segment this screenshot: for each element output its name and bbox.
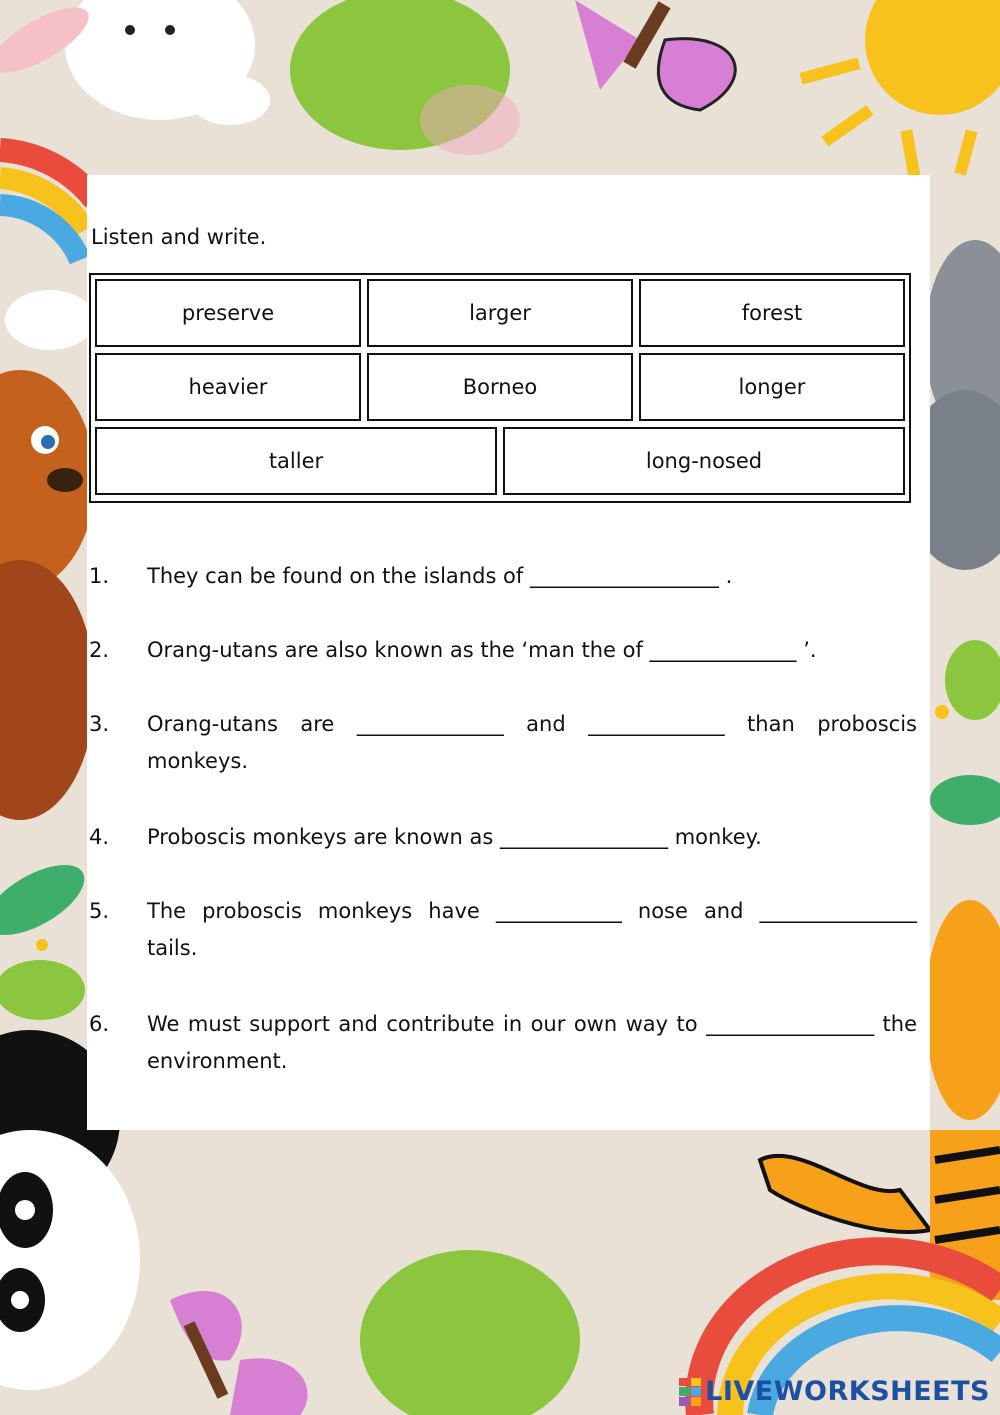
question-number: 6.: [89, 1012, 110, 1036]
question-text: We must support and contribute in our own way to ________________ the: [147, 1012, 917, 1036]
liveworksheets-badge-icon: [679, 1378, 701, 1406]
bunny-icon: [0, 0, 270, 125]
leaf-icon: [360, 1250, 580, 1415]
word-bank-cell: Borneo: [367, 353, 633, 421]
question-number: 2.: [89, 638, 110, 662]
leaf-icon: [0, 851, 95, 949]
question-text: Orang-utans are also known as the ‘man the of ______________ ’.: [147, 638, 817, 662]
leaf-icon: [290, 0, 520, 155]
question-number: 5.: [89, 899, 110, 923]
instruction-text: Listen and write.: [91, 225, 267, 249]
word-bank-cell: long-nosed: [503, 427, 905, 495]
question-text: tails.: [147, 936, 198, 960]
butterfly-icon: [575, 0, 735, 110]
sun-icon: [799, 0, 1000, 186]
worksheet-page: [87, 175, 930, 1130]
liveworksheets-logo[interactable]: [679, 1376, 990, 1407]
word-bank-row: [95, 353, 905, 421]
question-text: Orang-utans are ______________ and _____________ than proboscis: [147, 712, 917, 736]
question-number: 1.: [89, 564, 110, 588]
leaf-icon: [0, 960, 85, 1020]
rainbow-icon: [0, 150, 95, 350]
word-bank-cell: longer: [639, 353, 905, 421]
question-number: 4.: [89, 825, 110, 849]
word-bank-row: [95, 427, 905, 495]
word-bank-row: [95, 279, 905, 347]
question-number: 3.: [89, 712, 110, 736]
word-bank-cell: preserve: [95, 279, 361, 347]
question-text: The proboscis monkeys have ____________ nose and _______________: [147, 899, 917, 923]
bear-icon: [0, 370, 95, 820]
word-bank-cell: taller: [95, 427, 497, 495]
question-text: monkeys.: [147, 749, 248, 773]
word-bank-cell: larger: [367, 279, 633, 347]
question-text: They can be found on the islands of __________________ .: [147, 564, 733, 588]
word-bank-table: [89, 273, 911, 503]
question-text: Proboscis monkeys are known as ________________ monkey.: [147, 825, 762, 849]
question-text: environment.: [147, 1049, 288, 1073]
butterfly-icon: [170, 1291, 308, 1415]
leaf-icon: [945, 640, 1000, 720]
word-bank-cell: forest: [639, 279, 905, 347]
leaf-icon: [930, 775, 1000, 825]
word-bank-cell: heavier: [95, 353, 361, 421]
brand-text: LIVEWORKSHEETS: [705, 1376, 990, 1407]
